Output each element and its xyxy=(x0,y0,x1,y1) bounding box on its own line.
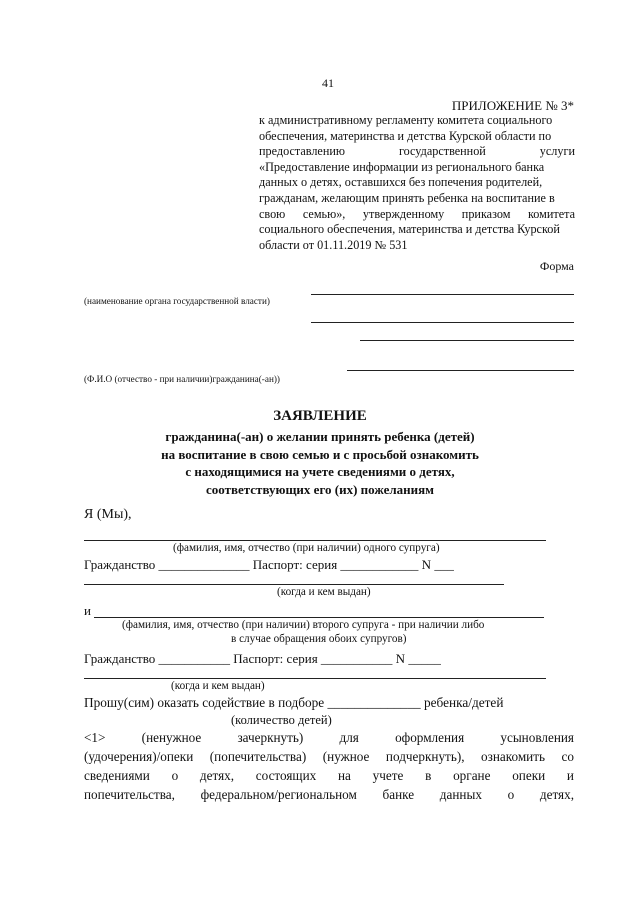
subtitle-line: на воспитание в свою семью и с просьбой ознакомить xyxy=(161,446,479,462)
count-caption: (количество детей) xyxy=(231,713,332,727)
paragraph-line: <1> (ненужное зачеркнуть) для оформления усыновления xyxy=(84,730,574,745)
form-label: Форма xyxy=(539,259,574,273)
applicant-line xyxy=(360,340,574,341)
applicant-line xyxy=(347,370,574,371)
appendix-line: данных о детях, оставшихся без попечения родителей, xyxy=(259,175,543,190)
citizenship1-row: Гражданство ______________ Паспорт: серия ____________ N ___ xyxy=(84,557,454,572)
spouse1-line xyxy=(84,540,546,541)
appendix-body xyxy=(259,113,575,253)
appendix-line: предоставлению государственной услуги xyxy=(259,144,575,159)
and-label: и xyxy=(84,603,91,618)
subtitle-line: гражданина(-ан) о желании принять ребенка (детей) xyxy=(165,429,475,444)
authority-line xyxy=(311,322,574,323)
authority-caption: (наименование органа государственной власти) xyxy=(84,296,270,306)
spouse2-caption: (фамилия, имя, отчество (при наличии) второго супруга - при наличии либо xyxy=(122,619,485,631)
spouse1-caption: (фамилия, имя, отчество (при наличии) одного супруга) xyxy=(173,542,440,554)
appendix-title: ПРИЛОЖЕНИЕ № 3* xyxy=(451,98,574,113)
authority-line xyxy=(311,294,574,295)
document-title: ЗАЯВЛЕНИЕ xyxy=(273,408,367,424)
appendix-line: социального обеспечения, материнства и детства Курской xyxy=(259,222,560,237)
spouse2-line xyxy=(94,617,544,618)
issued2-caption: (когда и кем выдан) xyxy=(171,680,265,692)
request-paragraph xyxy=(84,728,574,804)
spouse2-caption: в случае обращения обоих супругов) xyxy=(231,633,407,645)
appendix-line: области от 01.11.2019 № 531 xyxy=(259,237,408,252)
appendix-line: гражданам, желающим принять ребенка на воспитание в xyxy=(259,190,555,205)
paragraph-line: (удочерения)/опеки (попечительства) (нужное подчеркнуть), ознакомить со xyxy=(84,749,574,764)
subtitle-line: соответствующих его (их) пожеланиям xyxy=(205,481,435,497)
issued1-caption: (когда и кем выдан) xyxy=(277,586,371,598)
citizenship2-row: Гражданство ___________ Паспорт: серия ___________ N _____ xyxy=(84,651,441,666)
paragraph-line: сведениями о детях, состоящих на учете в органе опеки и xyxy=(84,768,574,783)
paragraph-line: попечительства, федеральном/региональном банке данных о детях, xyxy=(84,787,574,802)
appendix-line: «Предоставление информации из регионального банка xyxy=(259,159,545,174)
issued2-line xyxy=(84,678,546,679)
applicant-caption: (Ф.И.О (отчество - при наличии)гражданина(-ан)) xyxy=(84,374,280,384)
appendix-line: к административному регламенту комитета социального xyxy=(259,113,553,127)
applicants-label: Я (Мы), xyxy=(84,507,132,522)
subtitle-line: с находящимися на учете сведениями о детях, xyxy=(185,464,455,479)
issued1-line xyxy=(84,584,504,585)
request-row: Прошу(сим) оказать содействие в подборе ______________ ребенка/детей xyxy=(84,695,504,710)
appendix-line: свою семью», утвержденному приказом комитета xyxy=(259,206,575,221)
appendix-line: обеспечения, материнства и детства Курской области по xyxy=(259,128,552,143)
document-subtitle xyxy=(0,428,640,498)
page-number: 41 xyxy=(322,76,334,90)
